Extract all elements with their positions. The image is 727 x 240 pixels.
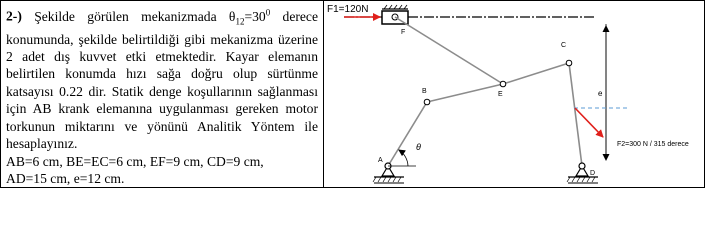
question-text	[6, 4, 318, 187]
question-body-part-3: derece konumunda, şekilde belirtildiği gibi mekanizma üzerine 2 adet dış kuvvet etki etmektedir. Kayar elemanın belirtilen konumda hızı sağa doğru olup sürtünme katsayısı 0.22 dir. Statik denge koşullarının sağlanması için AB krank elemanına uygulanması gereken motor torkunun miktarını ve yönünü Analitik Yöntem ile hesaplayınız.	[6, 8, 318, 152]
link-EC	[503, 63, 569, 84]
angle-label: θ	[416, 142, 421, 152]
link-EF	[395, 17, 503, 84]
force-f2-arrow	[575, 108, 603, 137]
joint-B	[424, 99, 430, 105]
link-CD	[569, 63, 582, 166]
joint-C	[566, 60, 572, 66]
label-E: E	[498, 91, 503, 98]
offset-label: e	[598, 89, 603, 98]
mechanism-diagram	[324, 0, 724, 190]
label-A: A	[378, 157, 383, 164]
question-body-part-1: Şekilde görülen mekanizmada θ	[34, 8, 236, 24]
theta-subscript: 12	[235, 16, 245, 27]
dimensions-line-2: AD=15 cm, e=12 cm.	[6, 170, 125, 186]
label-D: D	[590, 170, 596, 177]
question-body-part-2: =30	[244, 8, 266, 24]
force-f1-label: F1=120N	[327, 4, 369, 15]
angle-arc	[399, 150, 408, 166]
force-f2-label: F2=300 N / 315 derece	[617, 141, 689, 148]
joint-E	[500, 81, 506, 87]
link-AB	[388, 102, 427, 166]
degree-superscript: 0	[265, 7, 271, 17]
label-C: C	[561, 42, 567, 49]
link-BE	[427, 84, 503, 102]
question-body	[6, 9, 318, 152]
label-B: B	[422, 88, 427, 95]
dimensions-line-1: AB=6 cm, BE=EC=6 cm, EF=9 cm, CD=9 cm,	[6, 153, 264, 169]
label-F: F	[401, 29, 406, 36]
question-number: 2-)	[6, 8, 22, 24]
